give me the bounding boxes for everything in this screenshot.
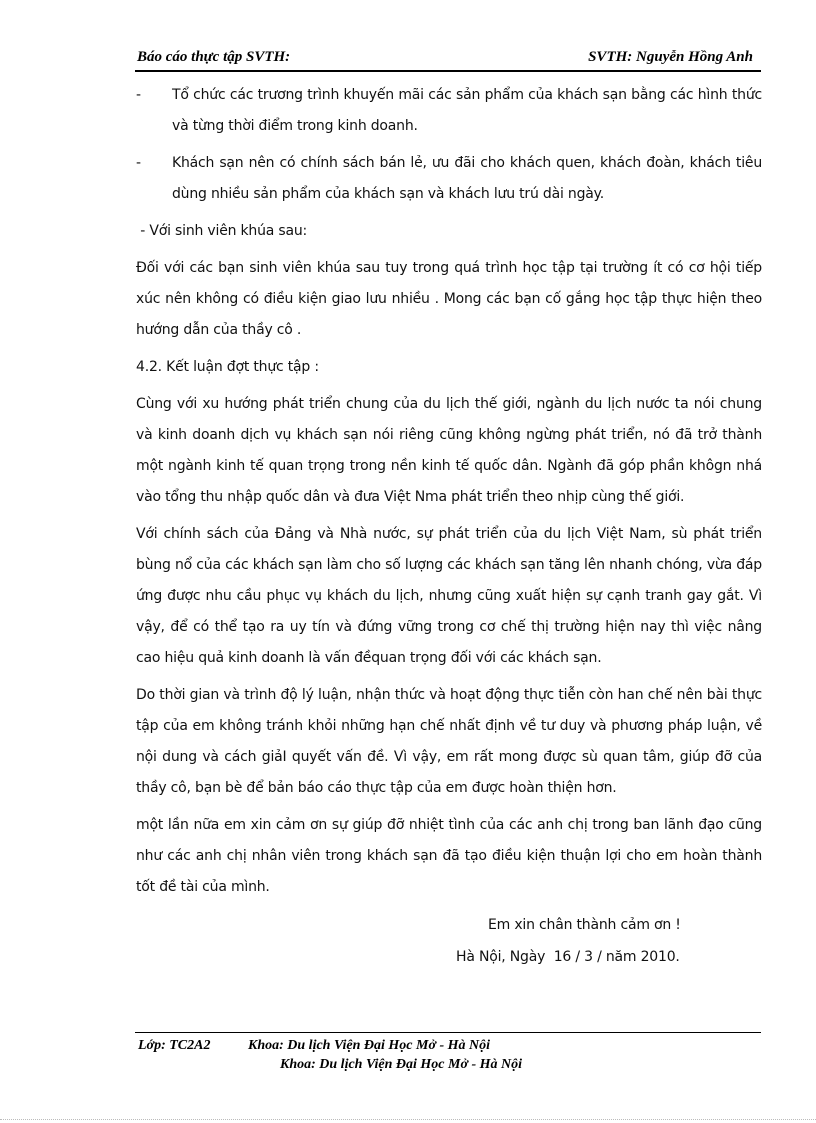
header-student-name: SVTH: Nguyễn Hồng Anh	[588, 49, 753, 65]
footer-class: Lớp: TC2A2	[138, 1038, 211, 1053]
footer-faculty-repeat: Khoa: Du lịch Viện Đại Học Mở - Hà Nội	[280, 1057, 523, 1072]
closing-date: Hà Nội, Ngày 16 / 3 / năm 2010.	[456, 949, 680, 965]
student-heading: - Với sinh viên khúa sau:	[136, 223, 308, 239]
bullet-text: Tổ chức các trương trình khuyến mãi các sản phẩm của khách sạn bằng các hình thức và từng thời điểm trong kinh doanh.	[172, 87, 762, 134]
section-heading: 4.2. Kết luận đợt thực tập :	[136, 359, 319, 375]
conclusion-paragraph: Với chính sách của Đảng và Nhà nước, sự phát triển của du lịch Việt Nam, sù phát triển bùng nổ của các khách sạn làm cho số lượng các khách sạn tăng lên nhanh chóng, vừa đáp ứng được nhu cầu phục vụ khách du lịch, nhưng cũng xuất hiện sự cạnh tranh gay gắt. Vì vậy, để có thể tạo ra uy tín và đứng vững trong cơ chế thị trường hiện nay thì việc nâng cao hiệu quả kinh doanh là vấn đềquan trọng đối với các khách sạn.	[136, 526, 762, 666]
footer-divider	[135, 1032, 761, 1033]
footer-line-1	[138, 1038, 490, 1054]
document-body	[136, 80, 762, 973]
footer-faculty: Khoa: Du lịch Viện Đại Học Mở - Hà Nội	[248, 1038, 491, 1053]
closing-thanks: Em xin chân thành cảm ơn !	[488, 917, 681, 933]
bullet-text: Khách sạn nên có chính sách bán lẻ, ưu đãi cho khách quen, khách đoàn, khách tiêu dùng nhiều sản phẩm của khách sạn và khách lưu trú dài ngày.	[172, 155, 762, 202]
conclusion-paragraph: Do thời gian và trình độ lý luận, nhận thức và hoạt động thực tiễn còn han chế nên bài thực tập của em không tránh khỏi những hạn chế nhất định về tư duy và phương pháp luận, về nội dung và cách giảI quyết vấn đề. Vì vậy, em rất mong được sù quan tâm, giúp đỡ của thầy cô, bạn bè để bản báo cáo thực tập của em được hoàn thiện hơn.	[136, 687, 762, 796]
bullet-dash: -	[136, 155, 141, 171]
conclusion-paragraph: một lần nữa em xin cảm ơn sự giúp đỡ nhiệt tình của các anh chị trong ban lãnh đạo cũng như các anh chị nhân viên trong khách sạn đã tạo điều kiện thuận lợi cho em hoàn thành tốt đề tài của mình.	[136, 817, 762, 895]
conclusion-paragraph: Cùng với xu hướng phát triển chung của du lịch thế giới, ngành du lịch nước ta nói chung và kinh doanh dịch vụ khách sạn nói riêng cũng không ngừng phát triển, nó đã trở thành một ngành kinh tế quan trọng trong nền kinh tế quốc dân. Ngành đã góp phần khôgn nhá vào tổng thu nhập quốc dân và đưa Việt Nma phát triển theo nhịp cùng thế giới.	[136, 396, 762, 505]
header-report-title: Báo cáo thực tập SVTH:	[137, 49, 291, 65]
bullet-item	[136, 148, 762, 210]
bullet-item	[136, 80, 762, 142]
page-bottom-dotted-line	[0, 1119, 816, 1120]
page-header	[135, 46, 761, 72]
bullet-dash: -	[136, 87, 141, 103]
student-paragraph: Đối với các bạn sinh viên khúa sau tuy trong quá trình học tập tại trường ít có cơ hội tiếp xúc nên không có điều kiện giao lưu nhiều . Mong các bạn cố gắng học tập thực hiện theo hướng dẫn của thầy cô .	[136, 260, 762, 338]
